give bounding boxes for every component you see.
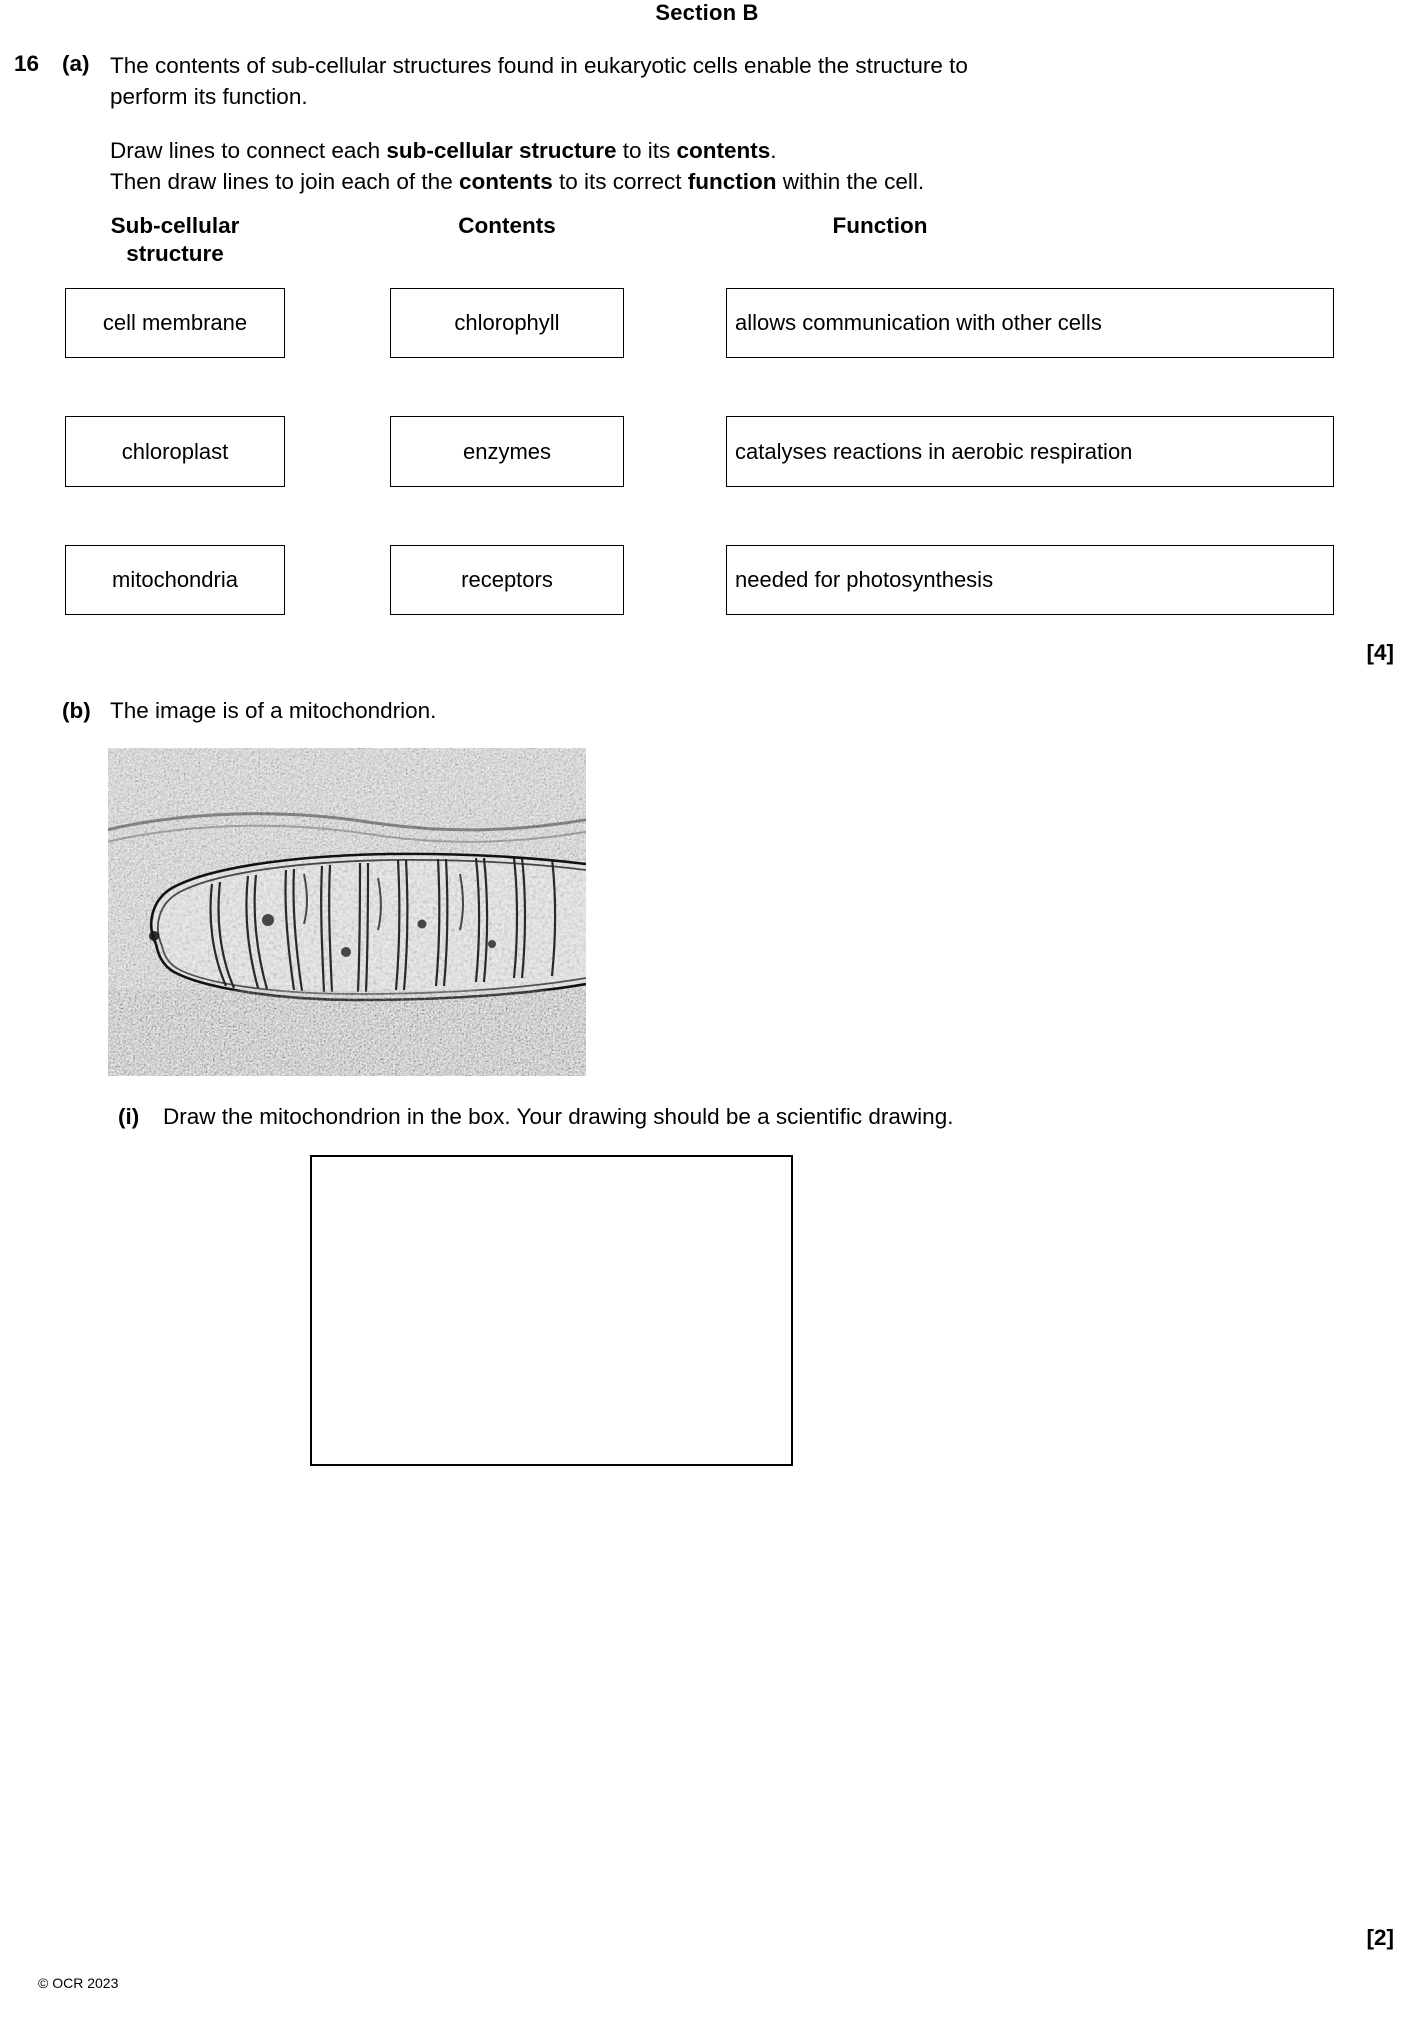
instr2-mid: to its correct	[552, 169, 688, 194]
section-header: Section B	[655, 0, 759, 25]
part-b-i-marks: [2]	[1366, 1925, 1394, 1950]
contents-box-chlorophyll[interactable]	[390, 288, 624, 358]
instr2-post: within the cell.	[776, 169, 925, 194]
contents-box-label: chlorophyll	[454, 310, 560, 335]
instr1-bold1: sub-cellular structure	[386, 138, 617, 163]
column-heading-function	[726, 212, 1034, 240]
column-heading-structure-line1: Sub-cellular	[110, 213, 240, 238]
function-box-aerobic-respiration[interactable]	[726, 416, 1334, 487]
contents-box-label: enzymes	[462, 438, 552, 464]
contents-box-label: receptors	[461, 567, 553, 592]
question-number: 16	[14, 51, 40, 76]
contents-box-enzymes[interactable]	[390, 416, 624, 487]
function-box-photosynthesis[interactable]	[726, 545, 1334, 615]
instr1-bold2: contents	[676, 138, 771, 163]
column-heading-structure-line2: structure	[126, 241, 224, 266]
function-box-communication[interactable]	[726, 288, 1334, 358]
column-heading-contents	[390, 212, 624, 240]
part-a-label: (a)	[62, 51, 90, 76]
mitochondrion-micrograph	[108, 748, 586, 1076]
structure-box-label: cell membrane	[102, 310, 248, 335]
part-a-marks: [4]	[1366, 640, 1394, 665]
instr2-pre: Then draw lines to join each of the	[110, 169, 459, 194]
structure-box-cell-membrane[interactable]	[65, 288, 285, 358]
part-a-instructions	[110, 135, 1050, 197]
instr2-bold2: function	[687, 169, 777, 194]
instruction-line-2	[110, 166, 1050, 197]
function-box-label: catalyses reactions in aerobic respiration	[735, 438, 1133, 464]
structure-box-chloroplast[interactable]	[65, 416, 285, 487]
part-a-stem: The contents of sub-cellular structures found in eukaryotic cells enable the structure to perform its function.	[110, 53, 968, 109]
instr2-bold1: contents	[458, 169, 553, 194]
footer-copyright: © OCR 2023	[38, 1975, 119, 1991]
instr1-post: .	[770, 138, 777, 163]
function-box-label: needed for photosynthesis	[735, 567, 994, 592]
part-b-i-label: (i)	[118, 1104, 140, 1129]
part-b-text: The image is of a mitochondrion.	[110, 698, 437, 723]
instruction-line-1	[110, 135, 1050, 166]
micrograph-svg	[108, 748, 586, 1076]
structure-box-mitochondria[interactable]	[65, 545, 285, 615]
structure-box-label: mitochondria	[112, 567, 238, 592]
column-heading-structure	[65, 212, 285, 268]
drawing-answer-box[interactable]	[310, 1155, 793, 1466]
function-box-label: allows communication with other cells	[735, 310, 1102, 335]
structure-box-label: chloroplast	[121, 438, 229, 464]
instr1-mid: to its	[616, 138, 677, 163]
column-heading-contents-line1: Contents	[458, 213, 556, 238]
part-b-i-text: Draw the mitochondrion in the box. Your drawing should be a scientific drawing.	[163, 1104, 954, 1129]
instr1-pre: Draw lines to connect each	[110, 138, 387, 163]
column-heading-function-line1: Function	[832, 213, 928, 238]
part-b-label: (b)	[62, 698, 91, 723]
contents-box-receptors[interactable]	[390, 545, 624, 615]
